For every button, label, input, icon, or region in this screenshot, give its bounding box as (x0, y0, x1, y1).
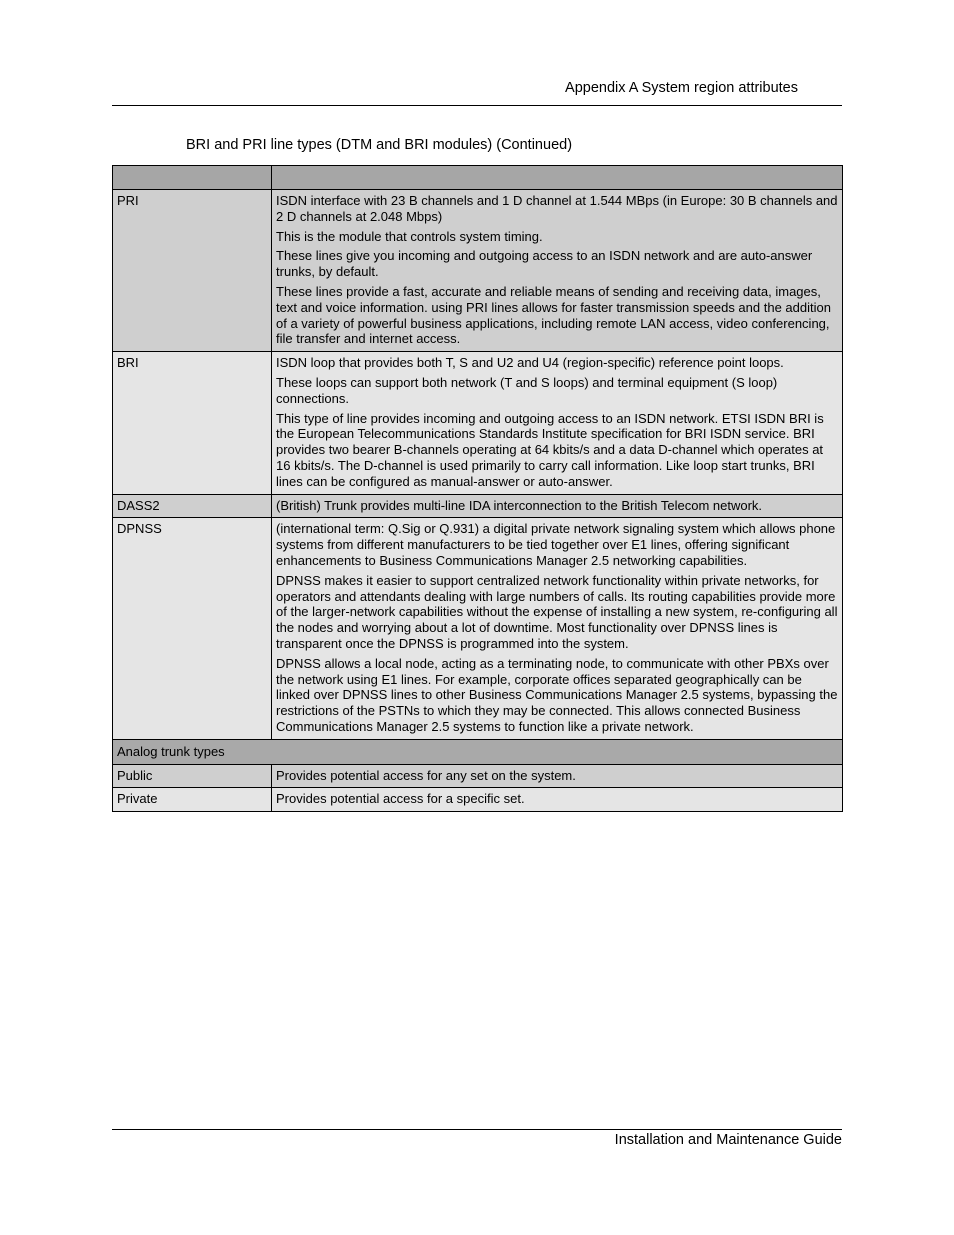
table-header-row (113, 166, 843, 190)
table-row-dass2 (113, 494, 843, 518)
description-paragraph: ISDN loop that provides both T, S and U2 and U4 (region-specific) reference point loops. (276, 355, 784, 371)
table-row-pri (113, 190, 843, 352)
table-header-cell-type (113, 166, 272, 190)
description-paragraph: (British) Trunk provides multi-line IDA interconnection to the British Telecom network. (276, 497, 763, 513)
line-type-name: DPNSS (113, 518, 272, 739)
section-label: Analog trunk types (113, 739, 843, 764)
line-type-description (272, 190, 843, 352)
line-type-description (272, 494, 843, 518)
line-type-description: Provides potential access for any set on the system. (272, 764, 843, 788)
table-row-dpnss (113, 518, 843, 739)
description-paragraph: These loops can support both network (T and S loops) and terminal equipment (S loop) connections. (276, 374, 778, 406)
table-row-bri (113, 352, 843, 494)
line-type-name: Public (113, 764, 272, 788)
table-row-private (113, 788, 843, 812)
description-paragraph: DPNSS allows a local node, acting as a terminating node, to communicate with other PBXs over the network using E1 lines. For example, corporate offices separated geographically can be linked over DPNSS lines to other Business Communications Manager 2.5 systems, bypassing the restrictions of the PSTNs to which they may be connected. This allows connected Business Communications Manager 2.5 systems to function like a private network. (276, 655, 838, 734)
line-type-name: BRI (113, 352, 272, 494)
line-type-name: Private (113, 788, 272, 812)
table-header-cell-description (272, 166, 843, 190)
description-paragraph: ISDN interface with 23 B channels and 1 D channel at 1.544 MBps (in Europe: 30 B channels and 2 D channels at 2.048 Mbps) (276, 193, 838, 224)
description-paragraph: These lines provide a fast, accurate and reliable means of sending and receiving data, images, text and voice information. using PRI lines allows for faster transmission speeds and the addition of a variety of powerful business applications, including remote LAN access, video conferencing, file transfer and internet access. (276, 283, 831, 347)
description-paragraph: (international term: Q.Sig or Q.931) a digital private network signaling system which allows phone systems from different manufacturers to be tied together over E1 lines, offering significant enhancements to Business Communications Manager 2.5 networking capabilities. (276, 521, 836, 568)
description-paragraph: DPNSS makes it easier to support centralized network functionality within private networks, for operators and attendants dealing with large numbers of calls. Its routing capabilities provide more of the larger-network capabilities without the expense of installing a new system, re-configuring all the nodes and worrying about a lot of downtime. Most functionality over DPNSS lines is transparent once the DPNSS is programmed into the system. (276, 572, 838, 651)
description-paragraph: This type of line provides incoming and outgoing access to an ISDN network. ETSI ISDN BRI is the European Telecommunications Standards Institute specification for BRI ISDN service. BRI provides two bearer B-channels operating at 64 kbits/s and a data D-channel which operates at 16 kbits/s. The D-channel is used primarily to carry call information. Like loop start trunks, BRI lines can be configured as manual-answer or auto-answer. (276, 410, 824, 489)
table-row-public (113, 764, 843, 788)
footer-divider (112, 1129, 842, 1130)
table-section-analog-trunk-types (113, 739, 843, 764)
page-header-title: Appendix A System region attributes (565, 80, 798, 96)
line-type-name: DASS2 (113, 494, 272, 518)
line-type-description (272, 352, 843, 494)
line-type-description: Provides potential access for a specific set. (272, 788, 843, 812)
page-footer-title: Installation and Maintenance Guide (614, 1132, 842, 1148)
line-type-description (272, 518, 843, 739)
line-types-table (112, 165, 843, 812)
description-paragraph: This is the module that controls system timing. (276, 228, 543, 244)
header-divider (112, 105, 842, 106)
line-type-name: PRI (113, 190, 272, 352)
table-caption: BRI and PRI line types (DTM and BRI modules) (Continued) (186, 137, 573, 153)
description-paragraph: These lines give you incoming and outgoing access to an ISDN network and are auto-answer trunks, by default. (276, 248, 813, 280)
